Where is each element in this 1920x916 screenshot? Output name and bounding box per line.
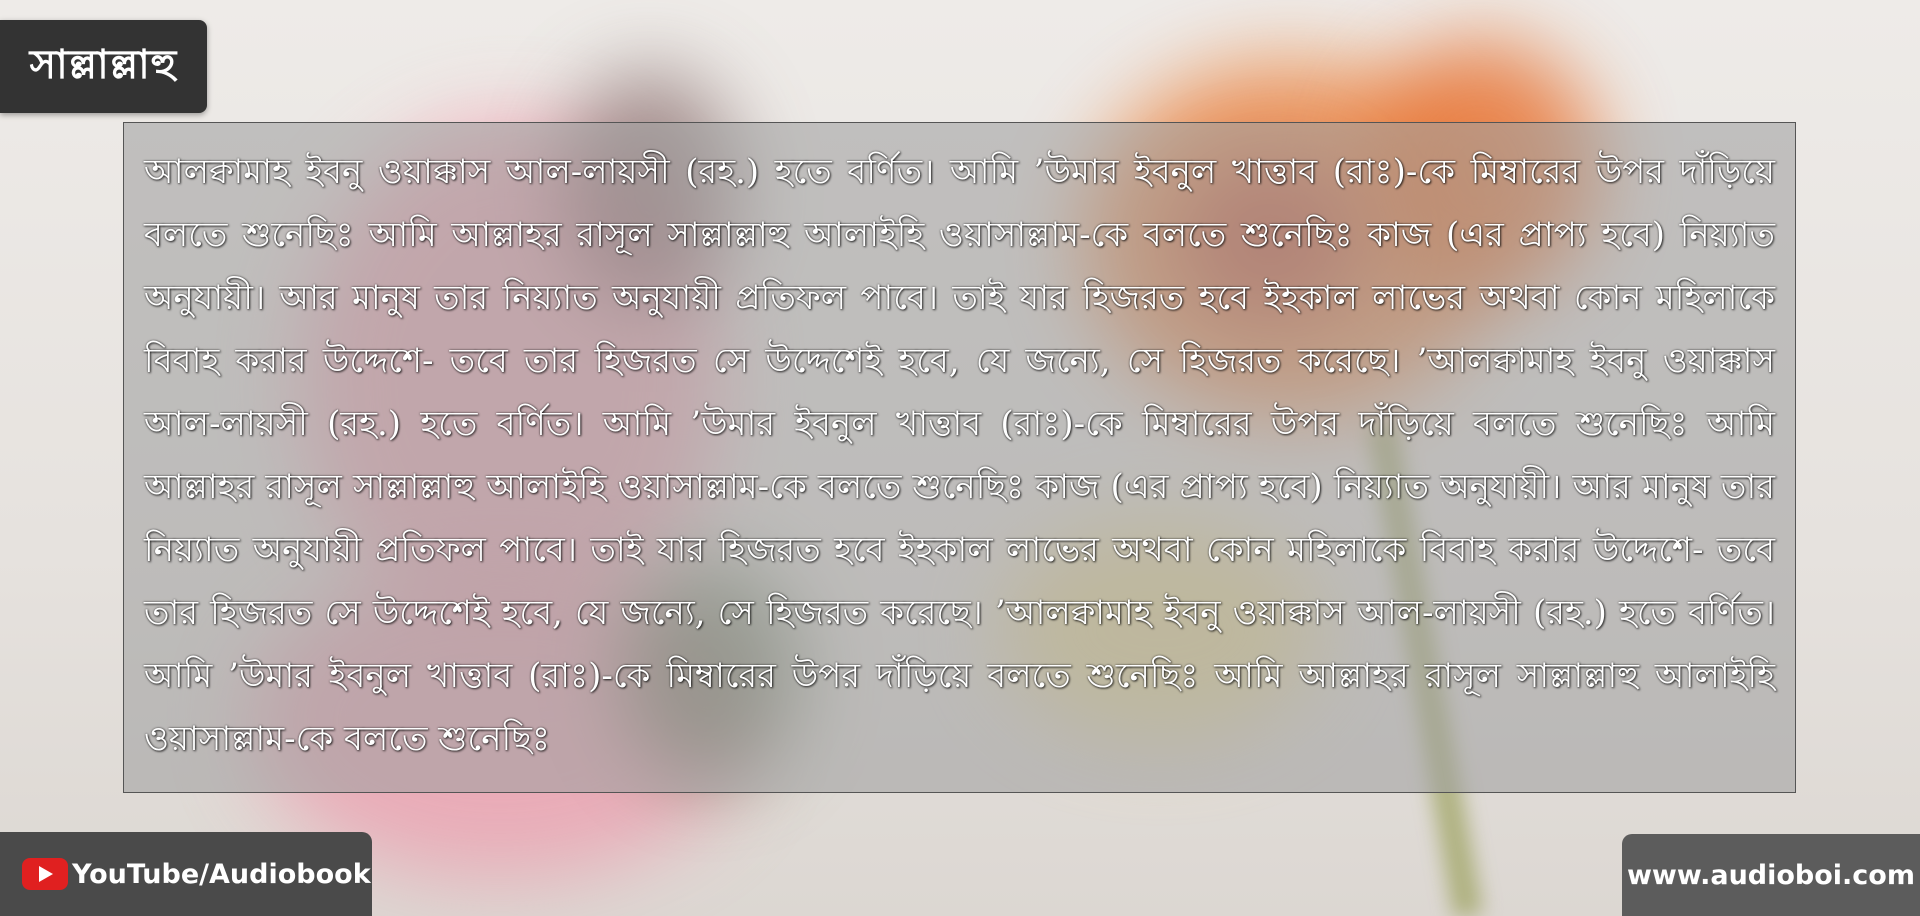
title-badge <box>0 20 207 113</box>
youtube-icon <box>22 858 68 890</box>
text-panel <box>123 122 1796 793</box>
website-url: www.audioboi.com <box>1626 859 1915 891</box>
hadith-text: আলক্বামাহ ইবনু ওয়াক্কাস আল-লায়সী (রহ.) হতে বর্ণিত। আমি ’উমার ইবনুল খাত্তাব (রাঃ)-কে মিম্বারের উপর দাঁড়িয়ে বলতে শুনেছিঃ আমি আল্লাহর রাসূল সাল্লাল্লাহু আলাইহি ওয়াসাল্লাম-কে বলতে শুনেছিঃ কাজ (এর প্রাপ্য হবে) নিয়্যাত অনুযায়ী। আর মানুষ তার নিয়্যাত অনুযায়ী প্রতিফল পাবে। তাই যার হিজরত হবে ইহকাল লাভের অথবা কোন মহিলাকে বিবাহ করার উদ্দেশে- তবে তার হিজরত সে উদ্দেশেই হবে, যে জন্যে, সে হিজরত করেছে। ’আলক্বামাহ ইবনু ওয়াক্কাস আল-লায়সী (রহ.) হতে বর্ণিত। আমি ’উমার ইবনুল খাত্তাব (রাঃ)-কে মিম্বারের উপর দাঁড়িয়ে বলতে শুনেছিঃ আমি আল্লাহর রাসূল সাল্লাল্লাহু আলাইহি ওয়াসাল্লাম-কে বলতে শুনেছিঃ কাজ (এর প্রাপ্য হবে) নিয়্যাত অনুযায়ী। আর মানুষ তার নিয়্যাত অনুযায়ী প্রতিফল পাবে। তাই যার হিজরত হবে ইহকাল লাভের অথবা কোন মহিলাকে বিবাহ করার উদ্দেশে- তবে তার হিজরত সে উদ্দেশেই হবে, যে জন্যে, সে হিজরত করেছে। ’আলক্বামাহ ইবনু ওয়াক্কাস আল-লায়সী (রহ.) হতে বর্ণিত। আমি ’উমার ইবনুল খাত্তাব (রাঃ)-কে মিম্বারের উপর দাঁড়িয়ে বলতে শুনেছিঃ আমি আল্লাহর রাসূল সাল্লাল্লাহু আলাইহি ওয়াসাল্লাম-কে বলতে শুনেছিঃ <box>144 152 1775 759</box>
youtube-link[interactable] <box>0 832 372 916</box>
youtube-channel-label: YouTube/Audiobook <box>72 858 371 890</box>
page-title: সাল্লাল্লাহু <box>29 42 178 88</box>
website-link[interactable] <box>1622 834 1920 916</box>
